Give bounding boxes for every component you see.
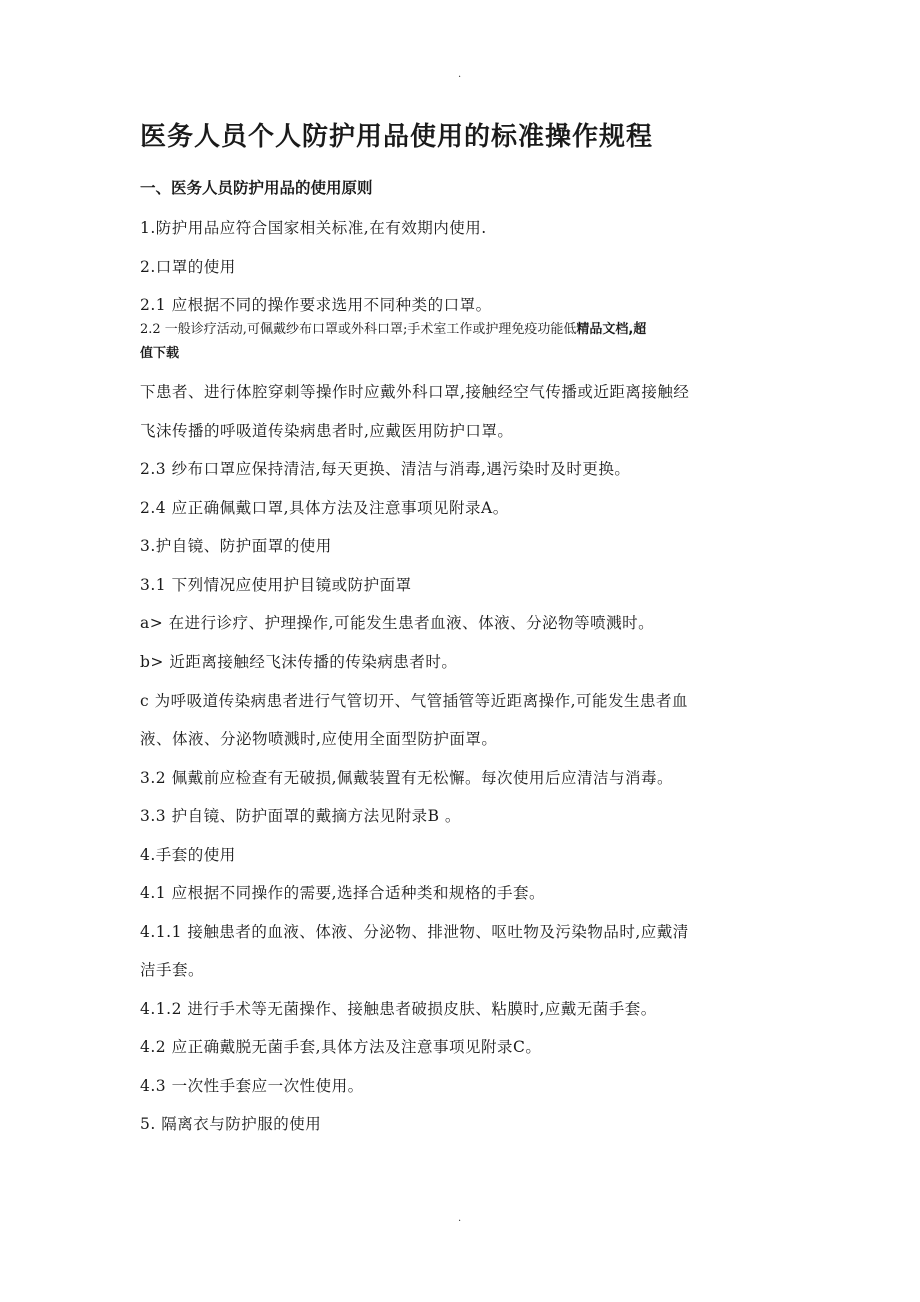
- paragraph-line: 4.1.1 接触患者的血液、体液、分泌物、排泄物、呕吐物及污染物品时,应戴清: [140, 923, 689, 941]
- paragraph-line: 2.4 应正确佩戴口罩,具体方法及注意事项见附录A。: [140, 499, 509, 517]
- paragraph-line: 3.3 护自镜、防护面罩的戴摘方法见附录B 。: [140, 807, 461, 825]
- paragraph-line: 4.1 应根据不同操作的需要,选择合适种类和规格的手套。: [140, 884, 546, 902]
- paragraph-line-2-2: [140, 318, 646, 337]
- document-title: 医务人员个人防护用品使用的标准操作规程: [140, 122, 654, 152]
- paragraph-line: 3.护自镜、防护面罩的使用: [140, 537, 332, 555]
- paragraph-line: 1.防护用品应符合国家相关标准,在有效期内使用.: [140, 219, 487, 237]
- paragraph-line: 2.1 应根据不同的操作要求选用不同种类的口罩。: [140, 296, 492, 314]
- paragraph-line: 2.3 纱布口罩应保持清洁,每天更换、清洁与消毒,遇污染时及时更换。: [140, 460, 631, 478]
- paragraph-line: 5. 隔离衣与防护服的使用: [140, 1115, 322, 1133]
- paragraph-line: 3.1 下列情况应使用护目镜或防护面罩: [140, 576, 412, 594]
- paragraph-line: 下患者、进行体腔穿刺等操作时应戴外科口罩,接触经空气传播或近距离接触经: [140, 383, 690, 401]
- footer-mark: .: [458, 1213, 462, 1224]
- paragraph-line: c 为呼吸道传染病患者进行气管切开、气管插管等近距离操作,可能发生患者血: [140, 692, 689, 710]
- paragraph-line: 4.1.2 进行手术等无菌操作、接触患者破损皮肤、粘膜时,应戴无菌手套。: [140, 1000, 657, 1018]
- header-mark: .: [458, 69, 462, 80]
- paragraph-text: 2.2 一般诊疗活动,可佩戴纱布口罩或外科口罩;手术室工作或护理免疫功能低: [140, 322, 577, 337]
- paragraph-line: 飞沫传播的呼吸道传染病患者时,应戴医用防护口罩。: [140, 422, 514, 440]
- watermark-text: 精品文档,超: [576, 322, 647, 337]
- paragraph-line: 4.3 一次性手套应一次性使用。: [140, 1077, 364, 1095]
- watermark-text: 值下载: [140, 346, 180, 361]
- paragraph-line: 洁手套。: [140, 961, 205, 979]
- paragraph-line: 4.手套的使用: [140, 846, 236, 864]
- paragraph-line: 液、体液、分泌物喷溅时,应使用全面型防护面罩。: [140, 730, 498, 748]
- paragraph-line: 3.2 佩戴前应检查有无破损,佩戴装置有无松懈。每次使用后应清洁与消毒。: [140, 769, 674, 787]
- paragraph-line: 2.口罩的使用: [140, 258, 236, 276]
- watermark-text-continued: [140, 342, 179, 361]
- paragraph-line: a> 在进行诊疗、护理操作,可能发生患者血液、体液、分泌物等喷溅时。: [140, 614, 655, 632]
- paragraph-line: b> 近距离接触经飞沫传播的传染病患者时。: [140, 653, 458, 671]
- paragraph-line: 4.2 应正确戴脱无菌手套,具体方法及注意事项见附录C。: [140, 1038, 542, 1056]
- section-heading: 一、医务人员防护用品的使用原则: [140, 179, 373, 197]
